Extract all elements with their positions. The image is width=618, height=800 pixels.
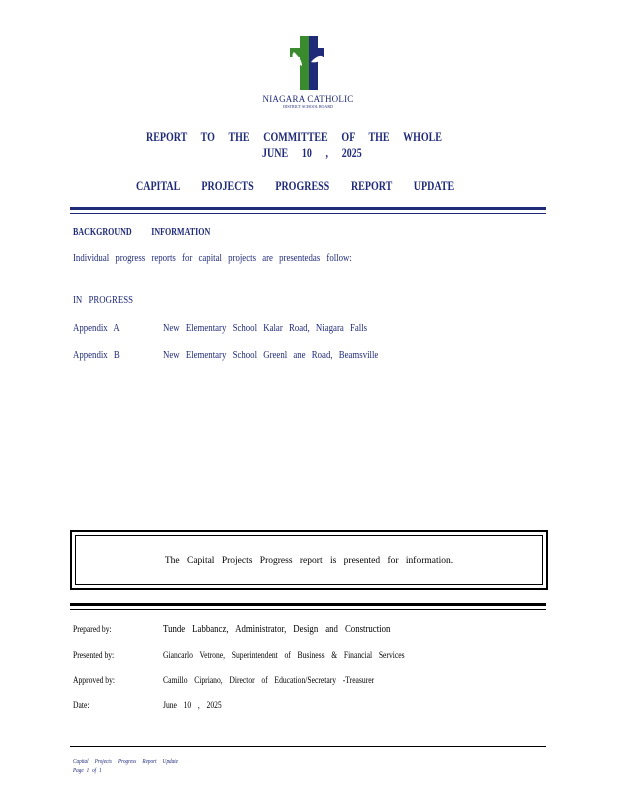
background-heading: BACKGROUND INFORMATION (73, 227, 211, 238)
signature-rule-thin (70, 609, 546, 610)
date-value: June 10 , 2025 (163, 701, 222, 711)
presented-by-label: Presented by: (73, 651, 115, 661)
report-to-heading: REPORT TO THE COMMITTEE OF THE WHOLE (146, 130, 442, 144)
org-subtitle: DISTRICT SCHOOL BOARD (283, 104, 333, 109)
signature-rule-thick (70, 603, 546, 606)
prepared-by-label: Prepared by: (73, 625, 112, 635)
presented-by-value: Giancarlo Vetrone, Superintendent of Business & Financial Services (163, 651, 405, 661)
appendix-a-description: New Elementary School Kalar Road, Niagara Falls (163, 322, 368, 334)
header-rule-thin (70, 213, 546, 214)
school-board-logo (284, 36, 330, 90)
recommendation-inner-border (75, 535, 543, 585)
recommendation-text: The Capital Projects Progress report is presented for information. (164, 556, 454, 566)
report-date: JUNE 10 , 2025 (262, 146, 362, 160)
org-name: NIAGARA CATHOLIC (262, 94, 354, 104)
background-text: Individual progress reports for capital projects are presentedas follow: (73, 252, 352, 264)
appendix-a-label: Appendix A (73, 322, 120, 334)
cross-stem-right (309, 36, 318, 90)
footer-page: Page 1 of 1 (73, 767, 102, 774)
footer-title: Capital Projects Progress Report Update (73, 758, 178, 765)
appendix-b-label: Appendix B (73, 349, 120, 361)
footer-rule (70, 746, 546, 747)
approved-by-value: Camillo Cipriano, Director of Education/Secretary -Treasurer (163, 676, 375, 686)
header-rule-thick (70, 207, 546, 210)
report-subject: CAPITAL PROJECTS PROGRESS REPORT UPDATE (136, 179, 455, 193)
approved-by-label: Approved by: (73, 676, 116, 686)
appendix-b-description: New Elementary School Greenl ane Road, Beamsville (163, 349, 379, 361)
cross-arm-right (309, 48, 324, 57)
in-progress-heading: IN PROGRESS (73, 294, 133, 306)
prepared-by-value: Tunde Labbancz, Administrator, Design and Construction (163, 623, 391, 635)
date-label: Date: (73, 701, 90, 711)
recommendation-box (70, 530, 548, 590)
